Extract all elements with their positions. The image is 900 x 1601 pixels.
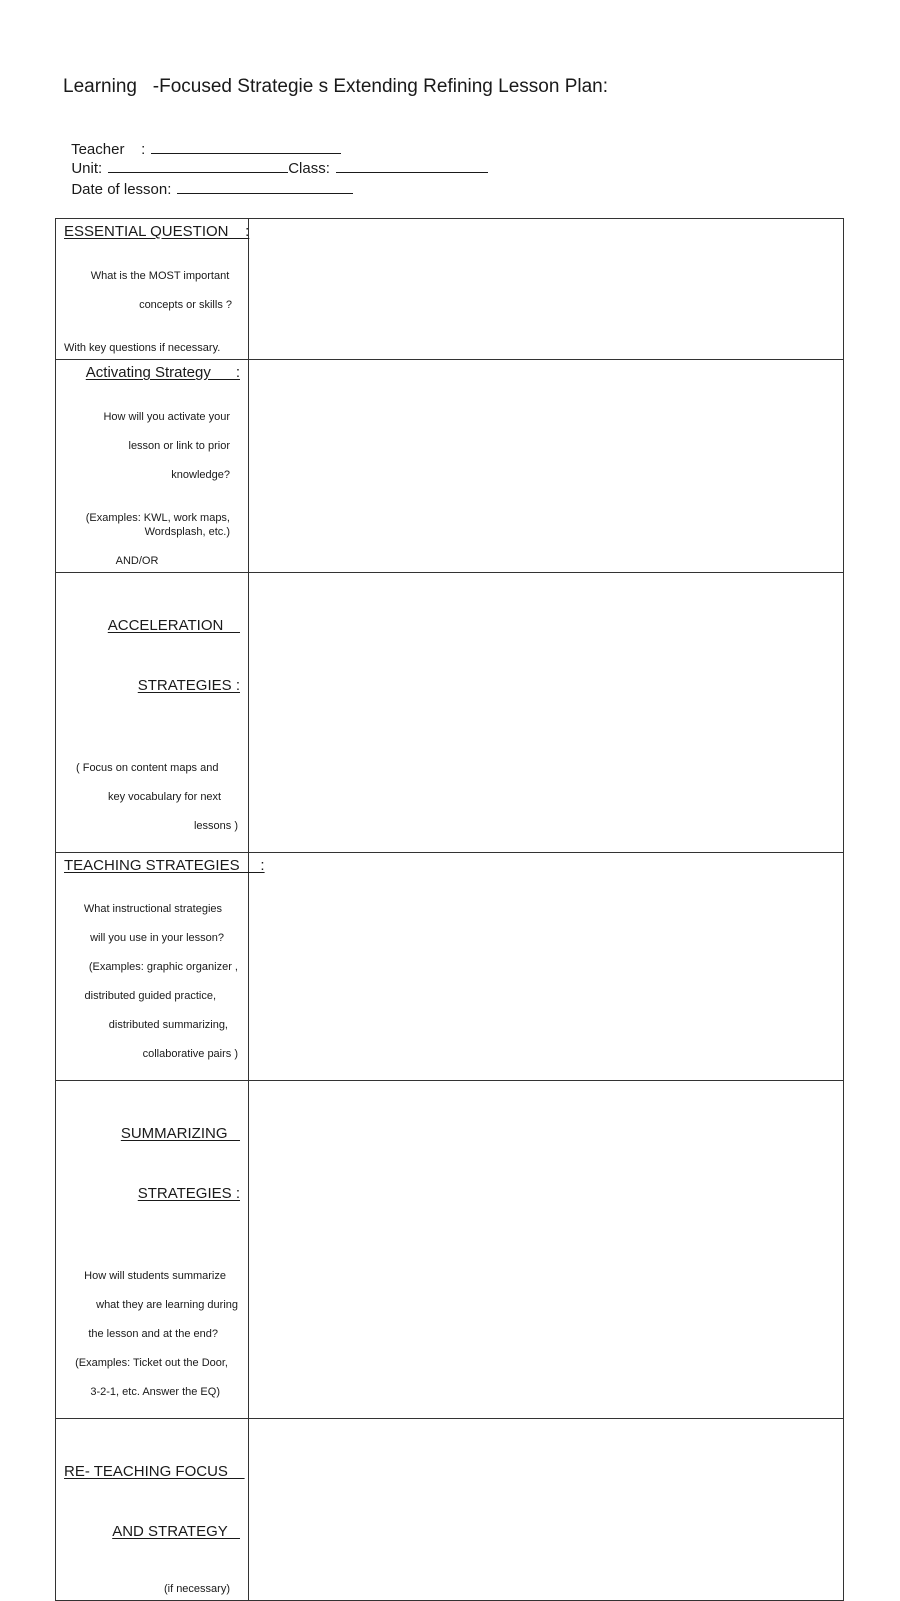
summarizing-strategies-answer[interactable] xyxy=(249,1081,844,1419)
section-heading: TEACHING STRATEGIES : xyxy=(64,856,265,874)
section-row-activating-strategy xyxy=(56,360,844,573)
section-row-reteaching-focus xyxy=(56,1418,844,1601)
lesson-plan-table xyxy=(55,218,844,1601)
section-heading: RE- TEACHING FOCUS AND STRATEGY xyxy=(64,1462,245,1540)
teacher-label: Teacher : xyxy=(71,141,146,158)
section-row-essential-question xyxy=(56,219,844,360)
section-label-cell xyxy=(56,573,249,853)
section-note: AND/OR xyxy=(115,554,159,567)
section-note: With key questions if necessary. xyxy=(64,341,221,354)
section-row-acceleration-strategies xyxy=(56,573,844,853)
section-heading: ACCELERATION STRATEGIES : xyxy=(107,617,240,694)
section-prompt: How will you activate your lesson or link to prior knowledge? xyxy=(103,410,230,481)
date-row xyxy=(63,162,357,198)
date-field[interactable] xyxy=(177,179,353,194)
section-label-cell xyxy=(56,360,249,573)
section-row-summarizing-strategies xyxy=(56,1081,844,1419)
section-label-cell xyxy=(56,1081,249,1419)
essential-question-answer[interactable] xyxy=(249,219,844,360)
section-row-teaching-strategies xyxy=(56,852,844,1081)
section-prompt: ( Focus on content maps and key vocabulary for next lessons ) xyxy=(76,761,238,832)
section-heading: SUMMARIZING STRATEGIES : xyxy=(120,1125,240,1202)
class-label: Class: xyxy=(288,160,330,177)
unit-label: Unit: xyxy=(71,160,103,177)
section-prompt: What is the MOST important concepts or skills ? xyxy=(90,269,232,311)
section-prompt: How will students summarize what they are learning during the lesson and at the end? (Examples: Ticket out the Door, 3-2-1, etc. Answer the EQ) xyxy=(75,1269,238,1398)
section-heading: ESSENTIAL QUESTION : xyxy=(64,223,250,240)
reteaching-focus-answer[interactable] xyxy=(249,1418,844,1601)
teacher-field[interactable] xyxy=(151,139,341,154)
section-prompt: (if necessary) xyxy=(163,1582,230,1595)
teaching-strategies-answer[interactable] xyxy=(249,852,844,1081)
acceleration-strategies-answer[interactable] xyxy=(249,573,844,853)
section-label-cell xyxy=(56,219,249,360)
class-field[interactable] xyxy=(336,158,488,173)
section-heading: Activating Strategy : xyxy=(85,364,240,381)
section-label-cell xyxy=(56,1418,249,1601)
page-title: Learning -Focused Strategie s Extending Refining Lesson Plan: xyxy=(63,76,608,97)
section-prompt: What instructional strategies will you use in your lesson? (Examples: graphic organizer , distributed guided practice, distributed summarizing, collaborative pairs ) xyxy=(83,903,238,1060)
section-examples: (Examples: KWL, work maps, Wordsplash, etc.) xyxy=(85,511,230,538)
activating-strategy-answer[interactable] xyxy=(249,360,844,573)
date-label: Date of lesson: xyxy=(71,181,172,198)
section-label-cell xyxy=(56,852,265,1081)
